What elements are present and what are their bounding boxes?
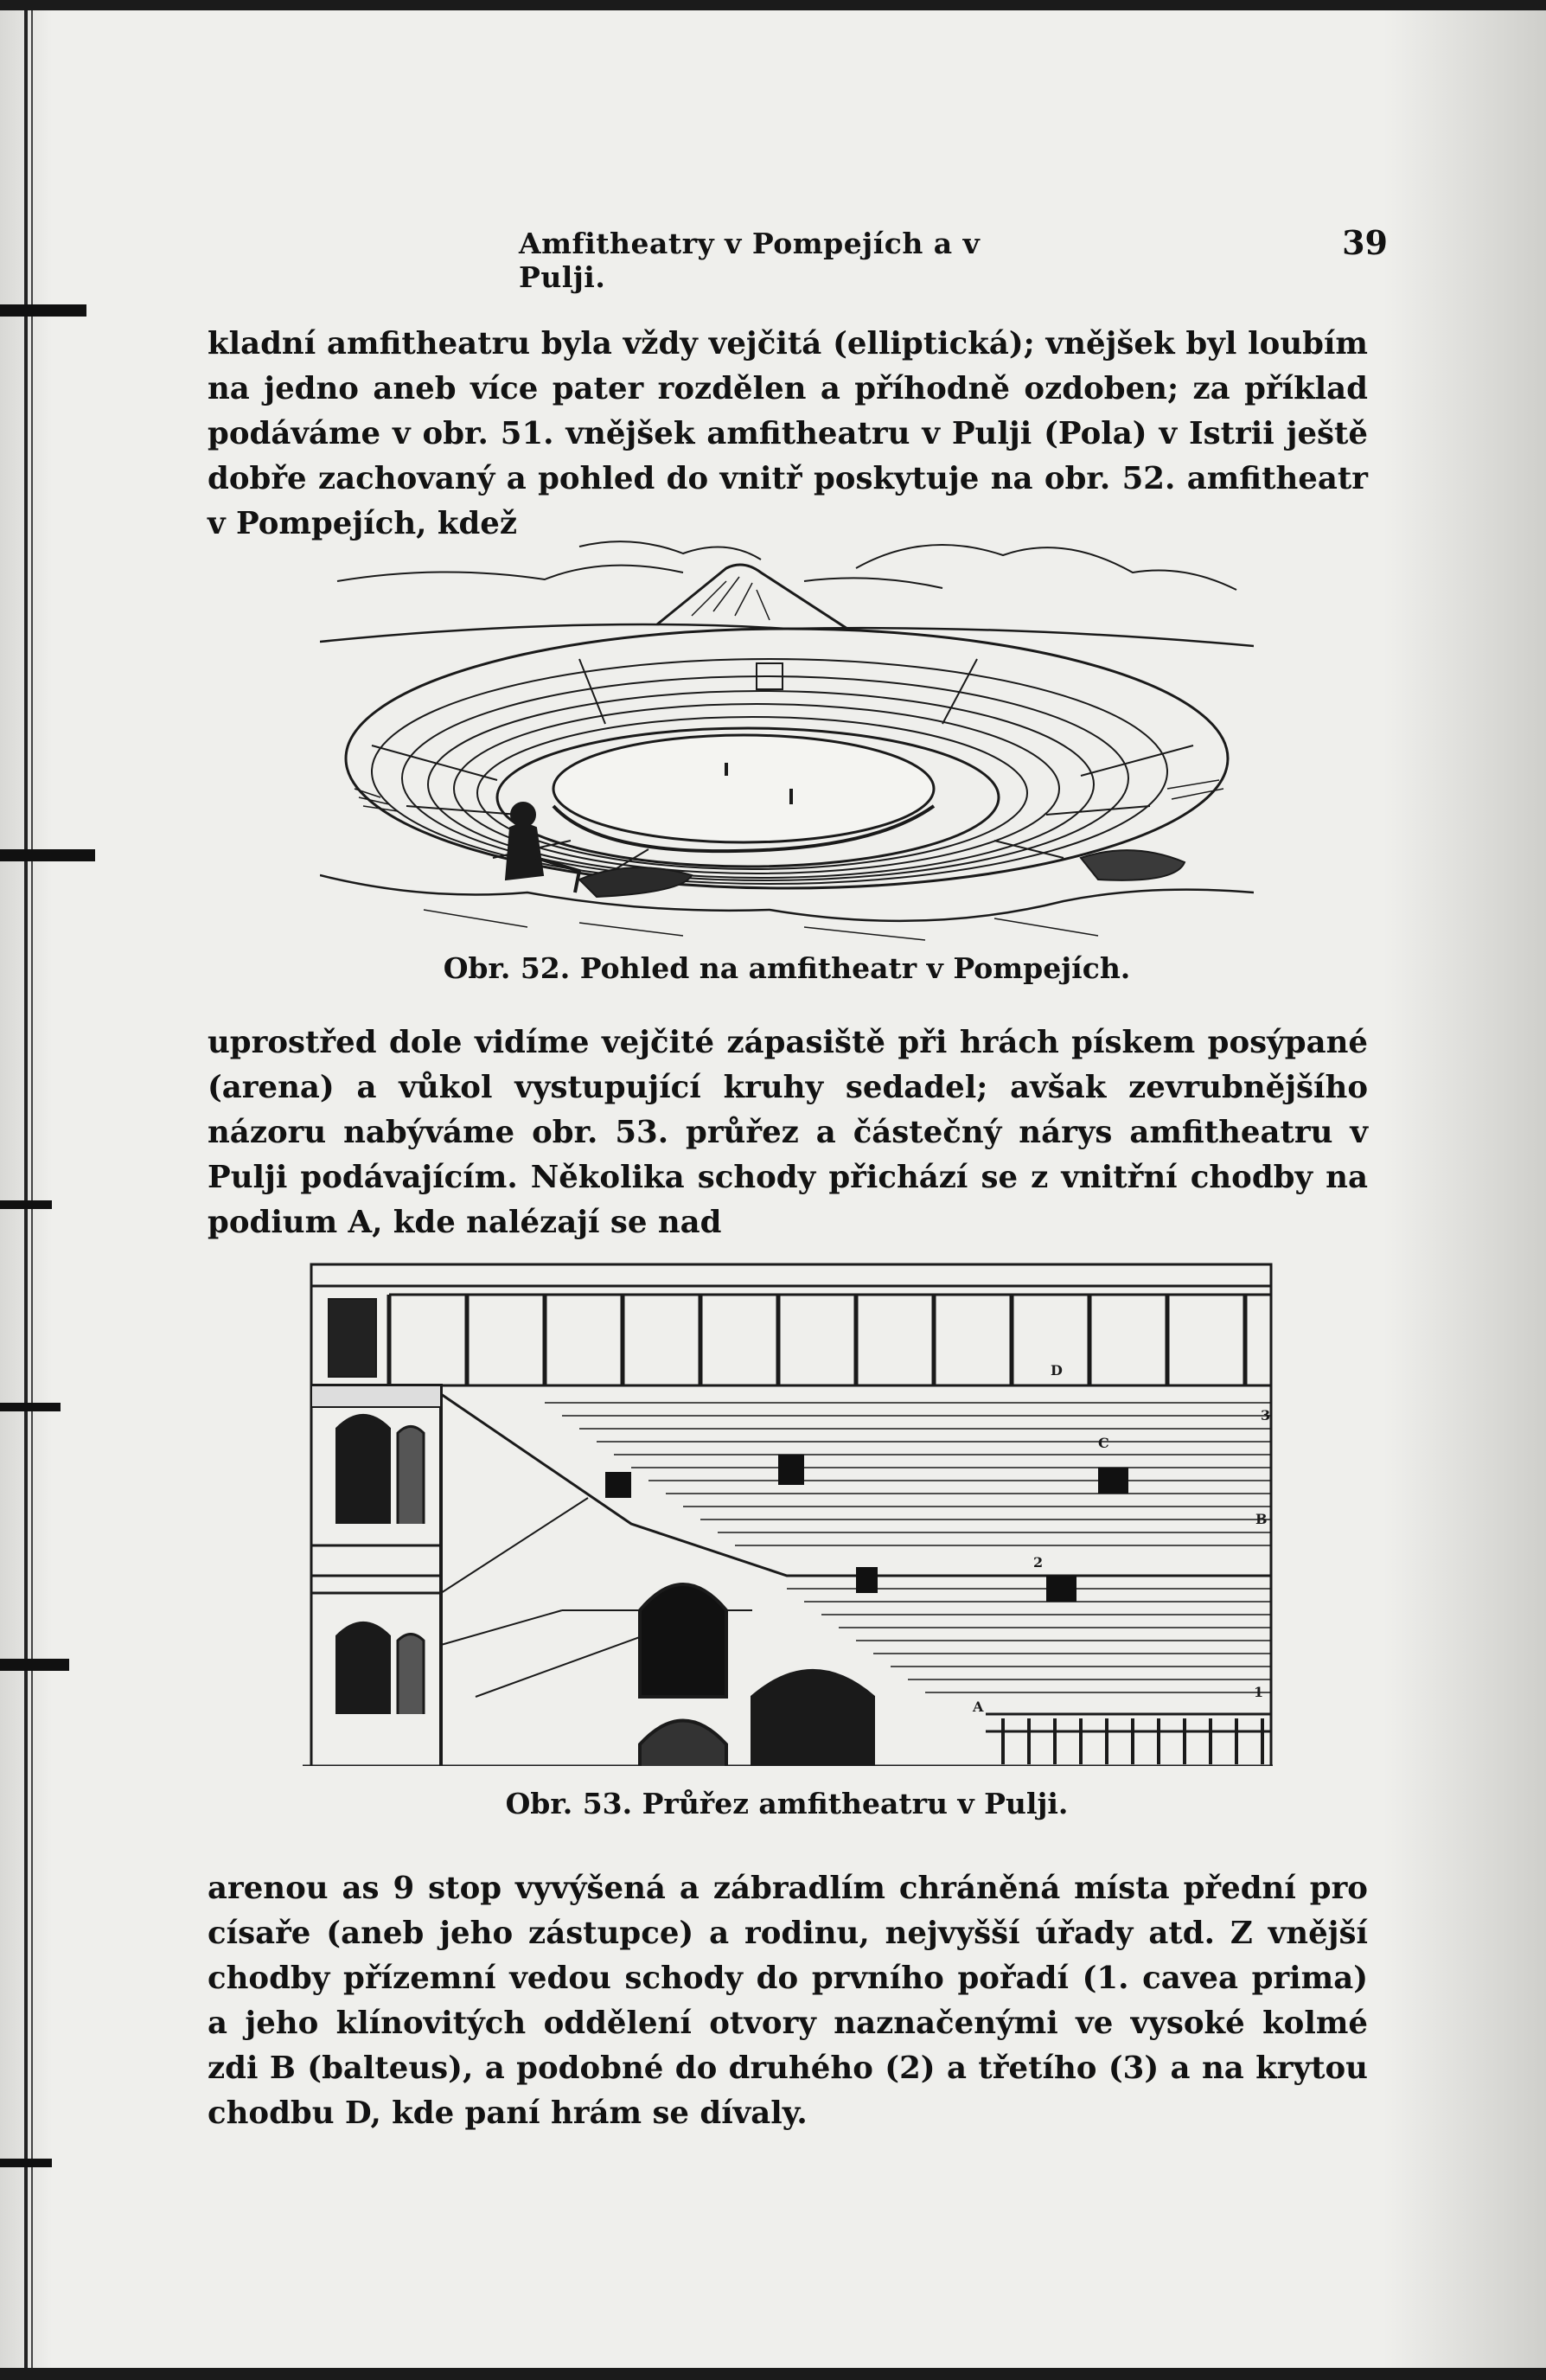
amphitheatre-illustration	[320, 529, 1254, 944]
figure-pula-cross-section	[303, 1247, 1273, 1766]
running-head: Amfitheatry v Pompejích a v Pulji.	[519, 227, 981, 294]
label-c: C	[1098, 1435, 1109, 1451]
paragraph-3: arenou as 9 stop vyvýšená a zábradlím chráněná místa přední pro císaře (aneb jeho zástupce) a rodinu, nejvyšší úřady atd. Z vnější chodby přízemní vedou schody do prvního pořadí (1. cavea prima) a jeho klínovitých oddělení otvory naznačenými ve vysoké kolmé zdi B (balteus), a podobné do druhého (2) a třetího (3) a na krytou chodbu D, kde paní hrám se dívaly.	[208, 1871, 1368, 2131]
binding-mark	[0, 849, 95, 861]
paragraph-1: kladní amfitheatru byla vždy vejčitá (elliptická); vnějšek byl loubím na jedno aneb více pater rozdělen a příhodně ozdoben; za příklad podáváme v obr. 51. vnějšek amfitheatru v Pulji (Pola) v Istrii ještě dobře zachovaný a pohled do vnitř poskytuje na obr. 52. amfitheatr v Pompejích, kdež	[208, 326, 1368, 541]
binding-mark	[0, 2159, 52, 2167]
figure-52-caption: Obr. 52. Pohled na amfitheatr v Pompejích.	[443, 951, 1131, 985]
page-number: 39	[1342, 223, 1388, 262]
binding-mark	[0, 1659, 69, 1671]
label-a: A	[973, 1699, 984, 1715]
binding-mark	[0, 304, 86, 317]
label-b: B	[1255, 1511, 1268, 1527]
scan-bottom-edge	[0, 2368, 1546, 2380]
cross-section-illustration	[303, 1247, 1273, 1766]
binding-mark	[0, 1403, 61, 1411]
binding-rule-thin	[31, 10, 33, 2368]
figure-53-caption: Obr. 53. Průřez amfitheatru v Pulji.	[505, 1787, 1069, 1820]
label-2: 2	[1033, 1554, 1044, 1571]
label-d: D	[1051, 1362, 1063, 1379]
label-3: 3	[1261, 1407, 1271, 1424]
paragraph-2: uprostřed dole vidíme vejčité zápasiště při hrách pískem posýpané (arena) a vůkol vystupující kruhy sedadel; avšak zevrubnějšího názoru nabýváme obr. 53. průřez a částečný nárys amfitheatru v Pulji podávajícím. Několika schody přichází se z vnitřní chodby na podium A, kde nalézají se nad	[208, 1025, 1368, 1240]
binding-rule	[24, 10, 28, 2368]
figure-pompeii-amphitheatre	[320, 529, 1254, 944]
binding-mark	[0, 1200, 52, 1209]
label-1: 1	[1254, 1684, 1264, 1700]
scan-top-edge	[0, 0, 1546, 10]
